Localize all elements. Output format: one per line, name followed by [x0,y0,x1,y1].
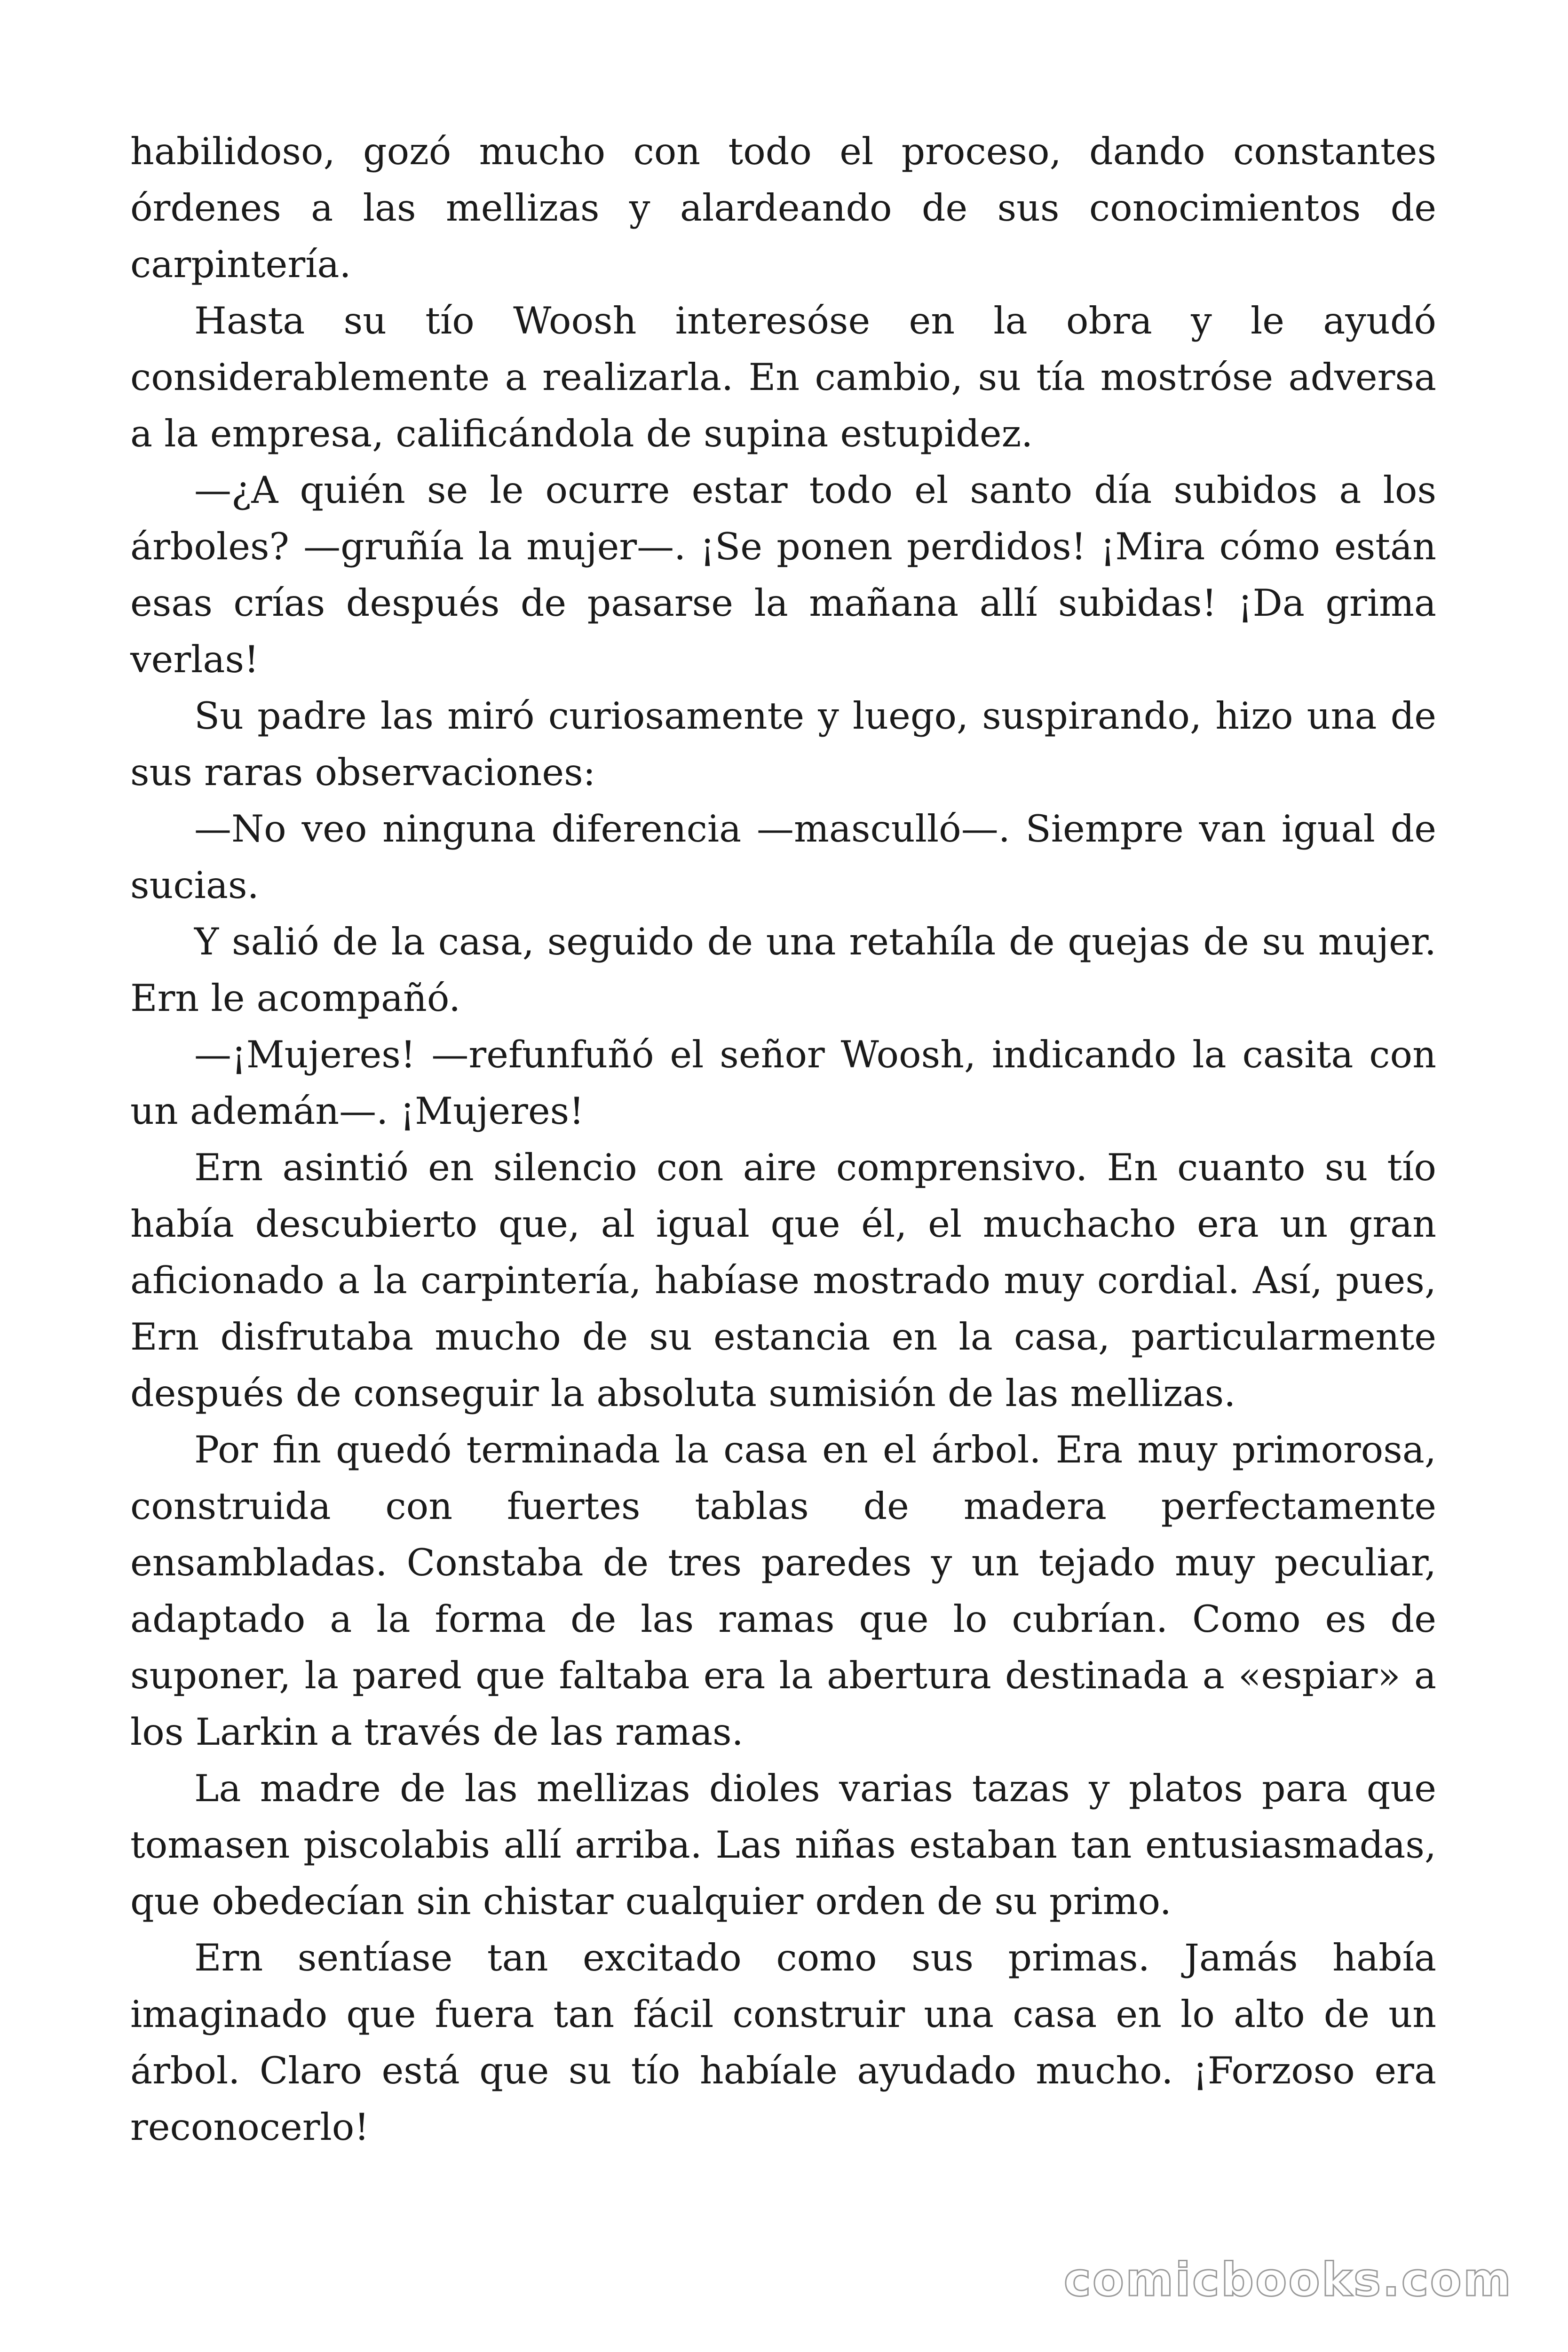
paragraph: Y salió de la casa, seguido de una retahíla de quejas de su mujer. Ern le acompañó. [130,920,1436,1020]
paragraph: Hasta su tío Woosh interesóse en la obra y le ayudó considerablemente a realizarla. En cambio, su tía mostróse adversa a la empresa, calificándola de supina estupidez. [130,299,1436,455]
paragraph: La madre de las mellizas dioles varias tazas y platos para que tomasen piscolabis allí arriba. Las niñas estaban tan entusiasmadas, que obedecían sin chistar cualquier orden de su primo. [130,1767,1436,1923]
paragraph: —¡Mujeres! —refunfuñó el señor Woosh, indicando la casita con un ademán—. ¡Mujeres! [130,1033,1436,1133]
paragraph: —No veo ninguna diferencia —masculló—. Siempre van igual de sucias. [130,807,1436,907]
paragraph: Ern asintió en silencio con aire comprensivo. En cuanto su tío había descubierto que, al igual que él, el muchacho era un gran aficionado a la carpintería, habíase mostrado muy cordial. Así, pues, Ern disfrutaba mucho de su estancia en la casa, particularmente después de conseguir la absoluta sumisión de las mellizas. [130,1146,1436,1415]
body-text [130,123,1436,2155]
paragraph: habilidoso, gozó mucho con todo el proceso, dando constantes órdenes a las mellizas y alardeando de sus conocimientos de carpintería. [130,130,1436,286]
paragraph: Por fin quedó terminada la casa en el árbol. Era muy primorosa, construida con fuertes tablas de madera perfectamente ensambladas. Constaba de tres paredes y un tejado muy peculiar, adaptado a la forma de las ramas que lo cubrían. Como es de suponer, la pared que faltaba era la abertura destinada a «espiar» a los Larkin a través de las ramas. [130,1428,1436,1754]
paragraph: Ern sentíase tan excitado como sus primas. Jamás había imaginado que fuera tan fácil construir una casa en lo alto de un árbol. Claro está que su tío habíale ayudado mucho. ¡Forzoso era reconocerlo! [130,1936,1436,2149]
paragraph: —¿A quién se le ocurre estar todo el santo día subidos a los árboles? —gruñía la mujer—. ¡Se ponen perdidos! ¡Mira cómo están esas crías después de pasarse la mañana allí subidas! ¡Da grima verlas! [130,469,1436,681]
paragraph: Su padre las miró curiosamente y luego, suspirando, hizo una de sus raras observaciones: [130,694,1436,794]
watermark: comicbooks.com [1063,2253,1513,2307]
